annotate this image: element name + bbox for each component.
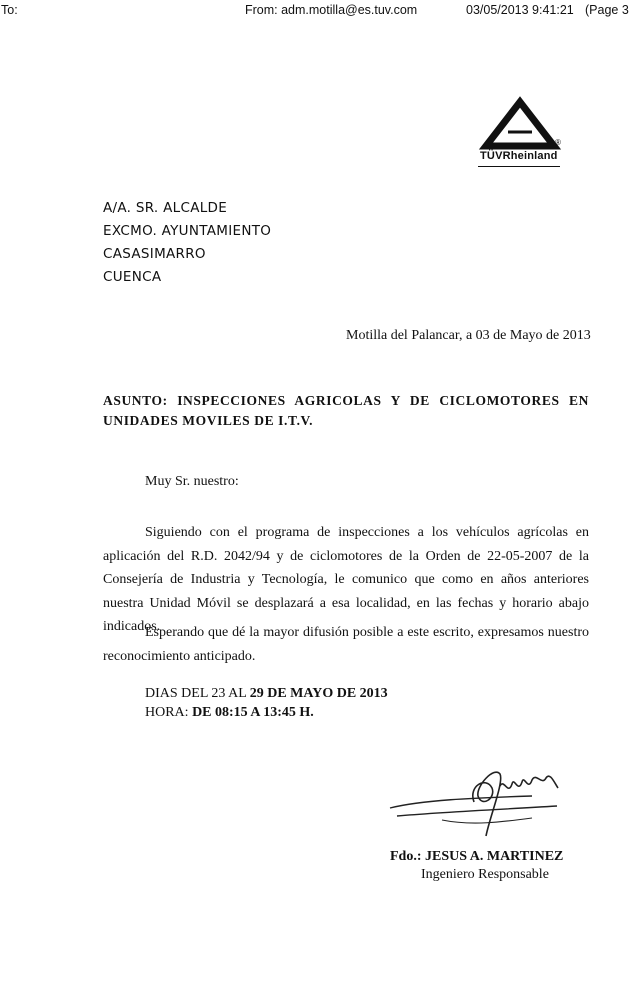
logo-brand-text: TÜVRheinland [480, 150, 558, 162]
place-date: Motilla del Palancar, a 03 de Mayo de 2013 [346, 328, 591, 343]
address-line-2: EXCMO. AYUNTAMIENTO [103, 223, 272, 239]
body-paragraph-1: Siguiendo con el programa de inspecciones a los vehículos agrícolas en aplicación del R.D. 2042/94 y de ciclomotores de la Orden de 22-05-2007 de la Consejería de Industria y Tecnología, le comunico que como en años anteriores nuestra Unidad Móvil se desplazará a esa localidad, en las fechas y horario abajo indicados. [103, 525, 589, 634]
body-paragraph-2: Esperando que dé la mayor difusión posible a este escrito, expresamos nuestro reconocimiento anticipado. [103, 625, 589, 664]
address-line-4: CUENCA [103, 269, 162, 285]
address-line-3: CASASIMARRO [103, 246, 206, 262]
tuv-rheinland-logo [474, 92, 564, 176]
logo-underline [478, 166, 560, 167]
salutation: Muy Sr. nuestro: [145, 474, 239, 489]
signer-position: Ingeniero Responsable [421, 867, 549, 882]
fax-from: From: adm.motilla@es.tuv.com [245, 3, 418, 17]
signed-by: Fdo.: JESUS A. MARTINEZ [390, 849, 564, 864]
fax-to-label: To: [1, 3, 18, 17]
schedule-hours-prefix: HORA: [145, 705, 193, 720]
registered-mark: ® [555, 138, 561, 147]
schedule-hours-bold: DE 08:15 A 13:45 H. [192, 705, 314, 720]
fax-page: (Page 3 [585, 3, 629, 17]
schedule-hours [145, 705, 314, 721]
fax-datetime: 03/05/2013 9:41:21 [466, 3, 574, 17]
address-line-1: A/A. SR. ALCALDE [103, 200, 228, 216]
schedule-days-prefix: DIAS DEL 23 AL [145, 686, 250, 701]
subject: ASUNTO: INSPECCIONES AGRICOLAS Y DE CICLOMOTORES EN UNIDADES MOVILES DE I.T.V. [103, 393, 589, 428]
schedule-days-bold: 29 DE MAYO DE 2013 [249, 686, 388, 701]
schedule-days [145, 686, 388, 702]
triangle-logo-icon [474, 92, 564, 152]
handwritten-signature [382, 756, 582, 856]
